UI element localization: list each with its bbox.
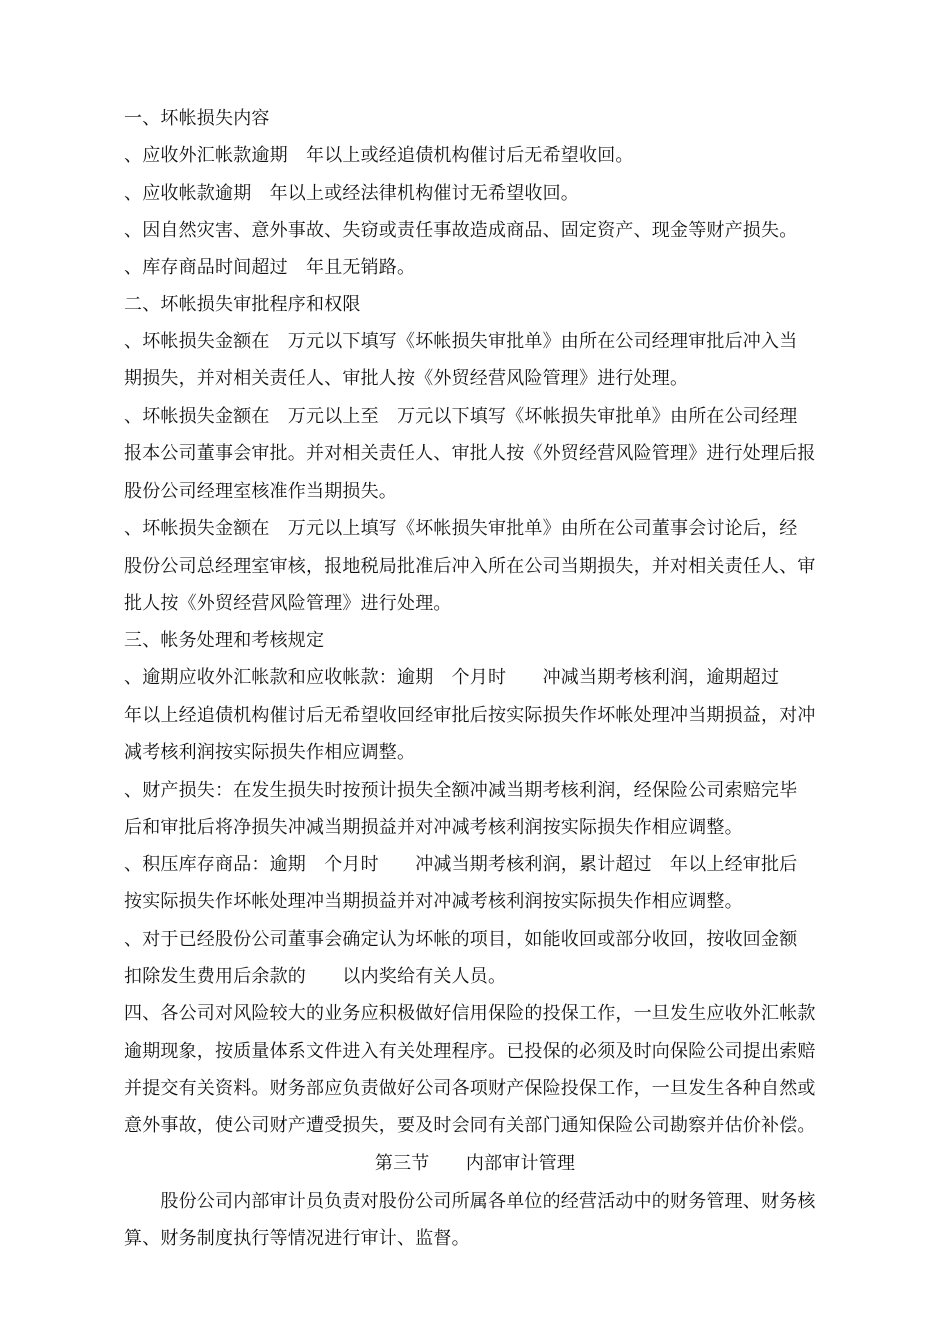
paragraph-line: 期损失，并对相关责任人、审批人按《外贸经营风险管理》进行处理。 bbox=[124, 368, 689, 389]
paragraph-line: 、积压库存商品：逾期 个月时 冲减当期考核利润，累计超过 年以上经审批后 bbox=[124, 854, 798, 875]
paragraph-line: 股份公司总经理室审核，报地税局批准后冲入所在公司当期损失，并对相关责任人、审 bbox=[124, 556, 816, 577]
paragraph-line: 批人按《外贸经营风险管理》进行处理。 bbox=[124, 593, 452, 614]
paragraph-line: 股份公司经理室核准作当期损失。 bbox=[124, 481, 397, 502]
paragraph-line: 、因自然灾害、意外事故、失窃或责任事故造成商品、固定资产、现金等财产损失。 bbox=[124, 220, 798, 241]
paragraph-line: 并提交有关资料。财务部应负责做好公司各项财产保险投保工作，一旦发生各种自然或 bbox=[124, 1078, 816, 1099]
paragraph-line: 年以上经追债机构催讨后无希望收回经审批后按实际损失作坏帐处理冲当期损益，对冲 bbox=[124, 705, 816, 726]
section-heading-3: 三、帐务处理和考核规定 bbox=[124, 630, 325, 651]
section-heading-2: 二、坏帐损失审批程序和权限 bbox=[124, 294, 361, 315]
paragraph-line: 减考核利润按实际损失作相应调整。 bbox=[124, 742, 416, 763]
paragraph-line: 、坏帐损失金额在 万元以下填写《坏帐损失审批单》由所在公司经理审批后冲入当 bbox=[124, 331, 798, 352]
paragraph-line: 、应收外汇帐款逾期 年以上或经追债机构催讨后无希望收回。 bbox=[124, 145, 634, 166]
paragraph-line: 报本公司董事会审批。并对相关责任人、审批人按《外贸经营风险管理》进行处理后报 bbox=[124, 443, 816, 464]
subsection-title: 第三节 内部审计管理 bbox=[374, 1153, 576, 1174]
section-heading-1: 一、坏帐损失内容 bbox=[124, 108, 270, 129]
paragraph-line: 按实际损失作坏帐处理冲当期损益并对冲减考核利润按实际损失作相应调整。 bbox=[124, 891, 743, 912]
paragraph-line: 、应收帐款逾期 年以上或经法律机构催讨无希望收回。 bbox=[124, 183, 579, 204]
paragraph-line: 、对于已经股份公司董事会确定认为坏帐的项目，如能收回或部分收回，按收回金额 bbox=[124, 929, 798, 950]
paragraph-line: 算、财务制度执行等情况进行审计、监督。 bbox=[124, 1228, 470, 1249]
paragraph-line: 逾期现象，按质量体系文件进入有关处理程序。已投保的必须及时向保险公司提出索赔 bbox=[124, 1041, 816, 1062]
paragraph-line: 扣除发生费用后余款的 以内奖给有关人员。 bbox=[124, 966, 507, 987]
paragraph-line: 、库存商品时间超过 年且无销路。 bbox=[124, 257, 416, 278]
paragraph-line: 、逾期应收外汇帐款和应收帐款：逾期 个月时 冲减当期考核利润，逾期超过 bbox=[124, 667, 780, 688]
paragraph-line: 后和审批后将净损失冲减当期损益并对冲减考核利润按实际损失作相应调整。 bbox=[124, 817, 743, 838]
paragraph-line: 、财产损失：在发生损失时按预计损失全额冲减当期考核利润，经保险公司索赔完毕 bbox=[124, 780, 798, 801]
paragraph-line: 意外事故，使公司财产遭受损失，要及时会同有关部门通知保险公司勘察并估价补偿。 bbox=[124, 1115, 816, 1136]
paragraph-line: 、坏帐损失金额在 万元以上填写《坏帐损失审批单》由所在公司董事会讨论后，经 bbox=[124, 518, 798, 539]
paragraph-line: 、坏帐损失金额在 万元以上至 万元以下填写《坏帐损失审批单》由所在公司经理 bbox=[124, 406, 798, 427]
section-heading-4: 四、各公司对风险较大的业务应积极做好信用保险的投保工作，一旦发生应收外汇帐款 bbox=[124, 1003, 816, 1024]
paragraph-line: 股份公司内部审计员负责对股份公司所属各单位的经营活动中的财务管理、财务核 bbox=[124, 1191, 816, 1212]
